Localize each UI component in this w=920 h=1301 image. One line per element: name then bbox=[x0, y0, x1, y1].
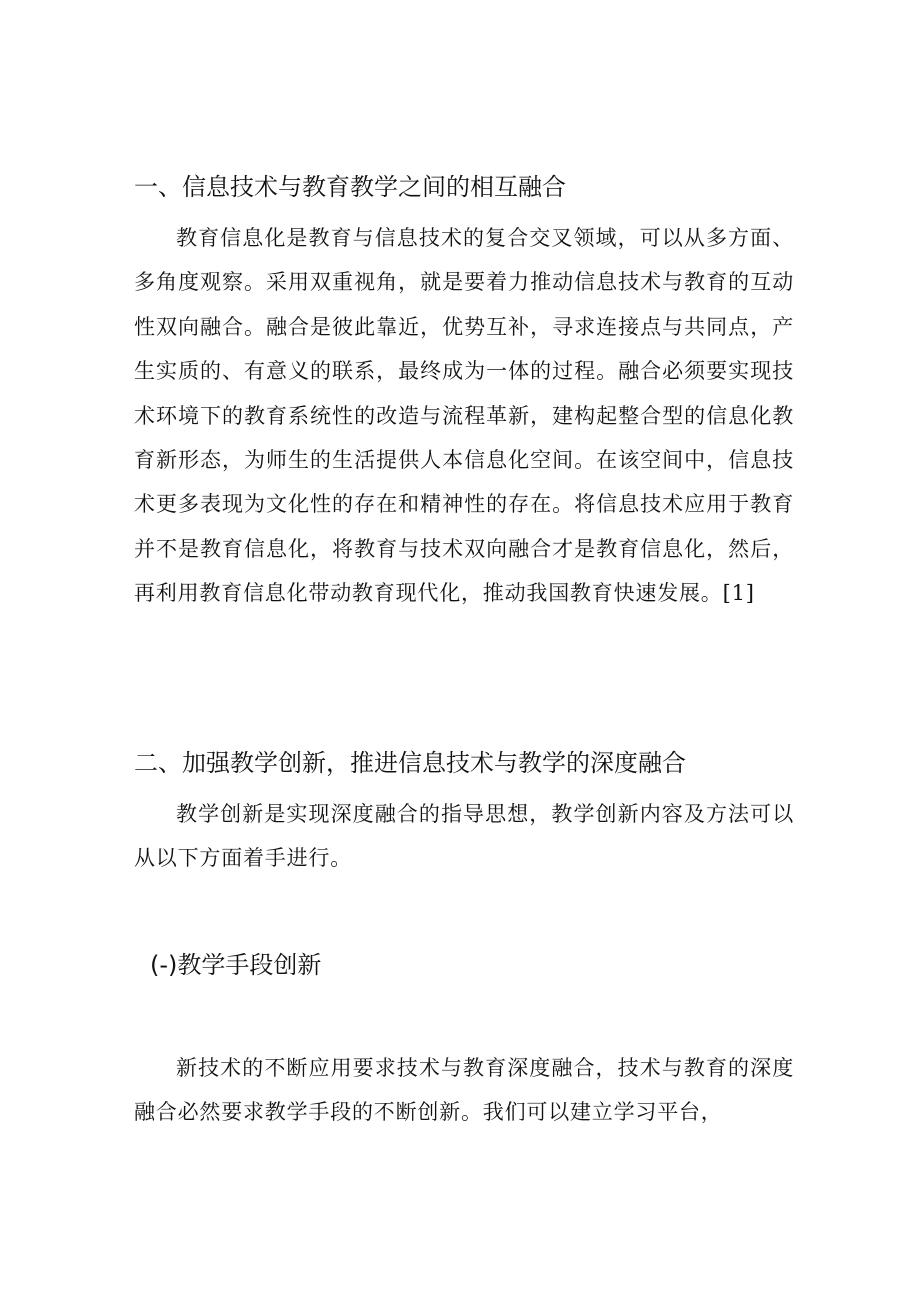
section-heading-1: 一、信息技术与教育教学之间的相互融合 bbox=[134, 173, 566, 201]
subsection-paragraph-1: 新技术的不断应用要求技术与教育深度融合，技术与教育的深度融合必然要求教学手段的不断创新。我们可以建立学习平台， bbox=[134, 1056, 794, 1125]
section-paragraph-1: 教育信息化是教育与信息技术的复合交叉领域，可以从多方面、多角度观察。采用双重视角，就是要着力推动信息技术与教育的互动性双向融合。融合是彼此靠近，优势互补，寻求连接点与共同点，产生实质的、有意义的联系，最终成为一体的过程。融合必须要实现技术环境下的教育系统性的改造与流程革新，建构起整合型的信息化教育新形态，为师生的生活提供人本信息化空间。在该空间中，信息技术更多表现为文化性的存在和精神性的存在。将信息技术应用于教育并不是教育信息化，将教育与技术双向融合才是教育信息化，然后，再利用教育信息化带动教育现代化，推动我国教育快速发展。[1] bbox=[134, 226, 794, 606]
section-heading-2: 二、加强教学创新，推进信息技术与教学的深度融合 bbox=[134, 749, 686, 777]
section-paragraph-2: 教学创新是实现深度融合的指导思想，教学创新内容及方法可以从以下方面着手进行。 bbox=[134, 802, 794, 871]
subsection-heading-1: (-)教学手段创新 bbox=[150, 951, 322, 979]
